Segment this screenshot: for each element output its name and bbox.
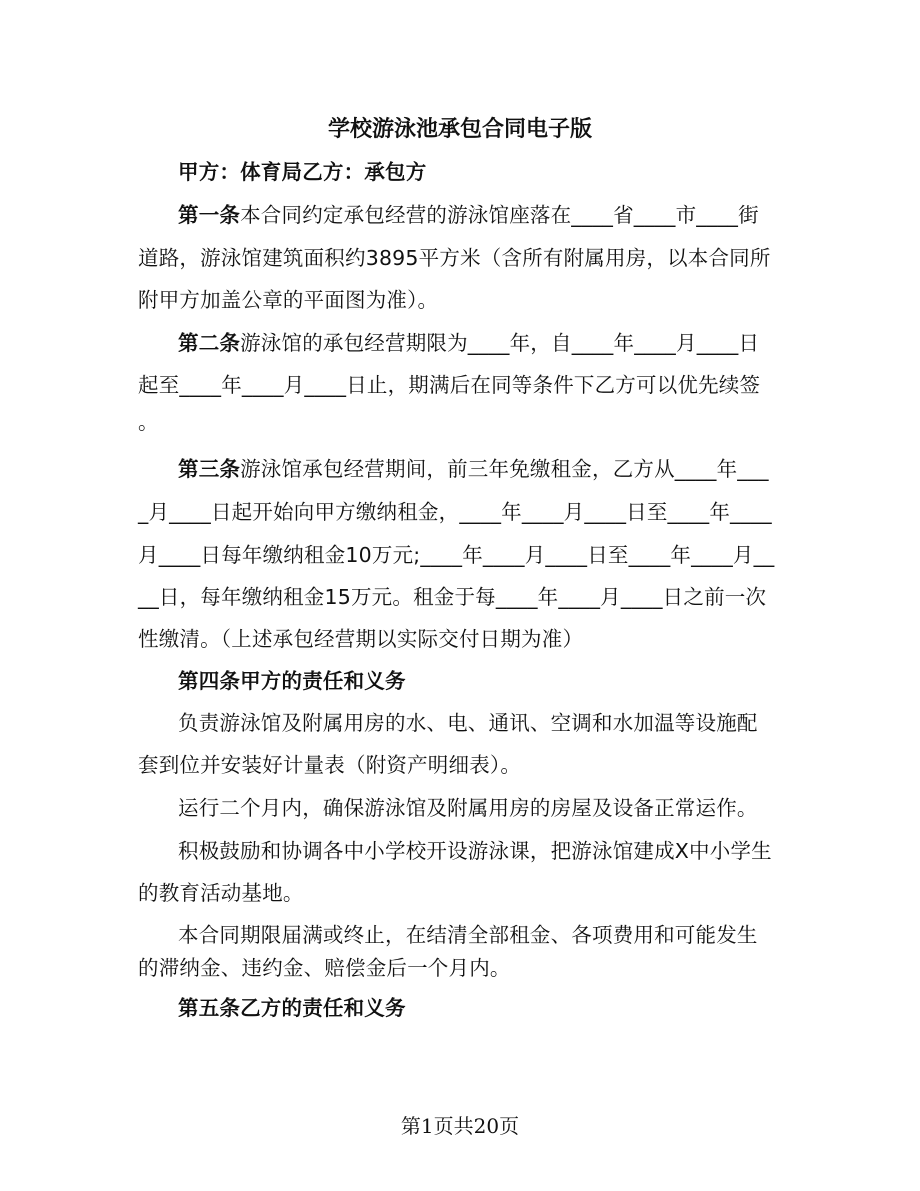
clause-text: 本合同约定承包经营的游泳馆座落在____省____市____街 xyxy=(240,203,759,227)
clause-text: 。 xyxy=(138,410,159,434)
clause-text: 月____日每年缴纳租金10万元;____年____月____日至____年____月__ xyxy=(138,543,775,567)
clause-text: 性缴清。（上述承包经营期以实际交付日期为准） xyxy=(138,627,584,651)
text-line xyxy=(178,326,759,356)
clause-text: 道路，游泳馆建筑面积约3895平方米（含所有附属用房，以本合同所 xyxy=(138,246,771,270)
text-line xyxy=(138,951,511,981)
clause-text: 游泳馆的承包经营期限为____年，自____年____月____日 xyxy=(240,331,760,355)
text-line xyxy=(138,368,760,398)
text-line xyxy=(138,622,583,652)
clause-text: 积极鼓励和协调各中小学校开设游泳课，把游泳馆建成X中小学生 xyxy=(178,839,772,863)
text-line xyxy=(178,706,758,736)
text-line xyxy=(138,241,771,271)
clause-heading: 第五条乙方的责任和义务 xyxy=(178,996,406,1020)
page-footer: 第1页共20页 xyxy=(400,1114,520,1138)
text-line xyxy=(178,155,426,185)
text-line xyxy=(178,452,769,482)
clause-text: 本合同期限届满或终止，在结清全部租金、各项费用和可能发生 xyxy=(178,923,758,947)
clause-text: 套到位并安装好计量表（附资产明细表）。 xyxy=(138,753,522,777)
text-line xyxy=(178,198,759,228)
text-line xyxy=(138,538,775,568)
clause-heading: 第二条 xyxy=(178,331,241,355)
clause-heading: 第一条 xyxy=(178,203,241,227)
text-line xyxy=(178,834,772,864)
text-line xyxy=(138,748,521,778)
clause-text: 的教育活动基地。 xyxy=(138,881,304,905)
clause-text: _月____日起开始向甲方缴纳租金，____年____月____日至____年____ xyxy=(138,500,772,524)
clause-heading: 第四条甲方的责任和义务 xyxy=(178,669,406,693)
text-line xyxy=(178,791,758,821)
text-line xyxy=(138,580,766,610)
text-line xyxy=(178,664,406,694)
clause-text: __日，每年缴纳租金15万元。租金于每____年____月____日之前一次 xyxy=(138,585,767,609)
clause-text: 负责游泳馆及附属用房的水、电、通讯、空调和水加温等设施配 xyxy=(178,711,758,735)
clause-heading: 甲方：体育局乙方：承包方 xyxy=(178,160,427,184)
clause-text: 运行二个月内，确保游泳馆及附属用房的房屋及设备正常运作。 xyxy=(178,796,758,820)
document-title: 学校游泳池承包合同电子版 xyxy=(327,117,592,142)
text-line xyxy=(138,495,772,525)
clause-text: 的滞纳金、违约金、赔偿金后一个月内。 xyxy=(138,956,511,980)
clause-heading: 第三条 xyxy=(178,457,241,481)
clause-text: 附甲方加盖公章的平面图为准）。 xyxy=(138,288,439,312)
text-line xyxy=(138,405,159,435)
text-line xyxy=(178,991,406,1021)
text-line xyxy=(138,283,438,313)
clause-text: 游泳馆承包经营期间，前三年免缴租金，乙方从____年___ xyxy=(240,457,769,481)
text-line xyxy=(138,876,304,906)
text-line xyxy=(178,918,758,948)
clause-text: 起至____年____月____日止，期满后在同等条件下乙方可以优先续签 xyxy=(138,373,761,397)
